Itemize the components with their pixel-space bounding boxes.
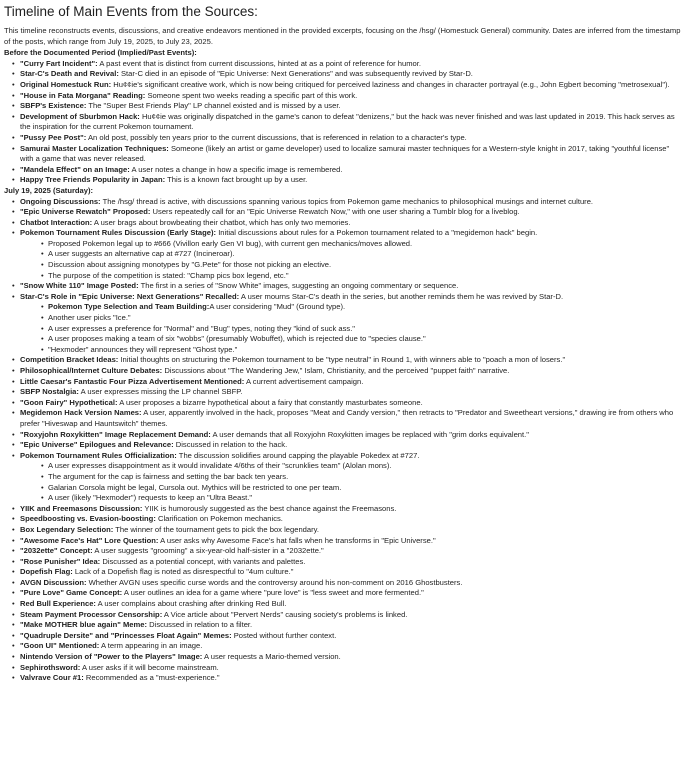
event-description: A Vice article about "Pervert Nerds" causing society's problems is linked. [162,609,408,619]
event-description: YIIK is humorously suggested as the best chance against the Freemasons. [142,503,397,513]
list-item [4,165,684,176]
event-description: Someone spent two weeks reading a specific part of this work. [145,90,358,100]
event-term: "Quadruple Dersite" and "Princesses Float Again" Memes: [20,630,232,640]
list-item [4,377,684,388]
list-item [4,641,684,652]
event-term: Development of Sburbmon Hack: [20,111,140,121]
event-description: Galarian Corsola might be legal, Cursola out. Mythics will be restricted to one per team. [48,482,342,492]
section-heading: July 19, 2025 (Saturday): [4,185,94,195]
event-term: Pokemon Tournament Rules Discussion (Early Stage): [20,228,217,238]
event-description: A user, apparently involved in the hack, proposes "Meat and Candy version," then retracts to "Predator and Sweetheart versions," drawing ire from others who prefer "Hiveswap and Hauntswitch" themes. [20,408,674,428]
list-item [4,281,684,292]
event-term: SBFP Nostalgia: [20,387,79,397]
list-item [4,440,684,451]
sub-list-item [4,472,684,483]
list-item [4,69,684,80]
event-description: A user expresses a preference for "Normal" and "Bug" types, noting they "kind of suck ass." [48,323,355,333]
event-description: The argument for the cap is fairness and setting the bar back ten years. [48,471,289,481]
event-term: Nintendo Version of "Power to the Players" Image: [20,652,203,662]
list-item [4,112,684,133]
sub-list-item [4,493,684,504]
list-item [4,514,684,525]
sub-list-item [4,302,684,313]
event-description: Clarification on Pokemon mechanics. [155,514,283,524]
list-item [4,207,684,218]
list-item [4,398,684,409]
event-list [4,59,684,186]
event-term: Samurai Master Localization Techniques: [20,143,169,153]
event-list [4,197,684,684]
event-term: "Goon UI" Mentioned: [20,641,100,651]
list-item [4,91,684,102]
list-item [4,525,684,536]
event-term: "2032ette" Concept: [20,546,93,556]
list-item [4,80,684,91]
list-item [4,546,684,557]
document-title: Timeline of Main Events from the Sources: [4,4,258,19]
sub-list-item [4,334,684,345]
list-item [4,620,684,631]
list-item [4,631,684,642]
event-description: Discussed as a potential concept, with variants and palettes. [100,556,306,566]
event-description: A user proposes making a team of six "wobbs" (presumably Wobuffet), which is rejected due to "species clause." [48,334,426,344]
list-item [4,197,684,208]
list-item [4,673,684,684]
event-description: A term appearing in an image. [99,641,203,651]
list-item [4,588,684,599]
event-description: The first in a series of "Snow White" images, suggesting an ongoing commentary or sequence. [138,281,459,291]
sub-list-item [4,483,684,494]
list-item [4,567,684,578]
event-term: Pokemon Type Selection and Team Building: [48,302,210,312]
event-term: "Curry Fart Incident": [20,58,98,68]
event-description: The purpose of the competition is stated: "Champ pics box legend, etc." [48,270,289,280]
event-description: An old post, possibly ten years prior to the current discussions, that is referenced in relation to a character's type. [86,132,467,142]
event-description: A user suggests "grooming" a six-year-old half-sister in a "2032ette." [92,546,324,556]
list-item [4,175,684,186]
event-description: Discussion about assigning monotypes by "G.Pete" for those not picking an elective. [48,260,332,270]
event-term: "Rose Punisher" Idea: [20,556,101,566]
list-item [4,610,684,621]
sub-list-item [4,324,684,335]
event-description: A user expresses disappointment as it would invalidate 4/6ths of their "scrunklies team" (Alolan mons). [48,461,392,471]
event-description: A user mourns Star-C's death in the series, but another reminds them he was revived by Star-D. [239,291,564,301]
event-description: The "Super Best Friends Play" LP channel existed and is missed by a user. [86,101,341,111]
event-term: Red Bull Experience: [20,599,96,609]
event-description: A user brags about browbeating their chatbot, which has only two memories. [92,217,351,227]
event-description: A user notes a change in how a specific image is remembered. [129,164,343,174]
event-description: Posted without further context. [231,630,337,640]
event-description: A user complains about crashing after drinking Red Bull. [95,599,287,609]
event-description: A current advertisement campaign. [244,376,364,386]
event-description: A user demands that all Roxyjohn Roxykitten images be replaced with "grim dorks equivalent." [210,429,529,439]
list-item [4,144,684,165]
sub-list-item [4,260,684,271]
event-description: A user considering "Mud" (Ground type). [209,302,346,312]
event-description: A user suggests an alternative cap at #727 (Incineroar). [48,249,235,259]
event-description: Users repeatedly call for an "Epic Universe Rewatch Now," with one user sharing a Tumblr blog for a liveblog. [150,207,520,217]
sub-list-item [4,461,684,472]
event-term: "Pure Love" Game Concept: [20,588,123,598]
event-term: YIIK and Freemasons Discussion: [20,503,143,513]
timeline-sections [4,48,684,684]
list-item [4,408,684,429]
list-item [4,599,684,610]
event-description: A user proposes a bizarre hypothetical about a fairy that constantly masturbates someone. [117,397,423,407]
event-description: Discussions about "The Wandering Jew," Islam, Christianity, and the perceived "puppet faith" narrative. [162,366,510,375]
list-item [4,578,684,589]
event-description: Hu¢¢ie's significant creative work, which is now being critiqued for perceived laziness and changes in character portrayal (e.g., John Egbert becoming "metrosexual"). [111,79,670,89]
list-item [4,451,684,462]
list-item [4,557,684,568]
event-term: "Awesome Face's Hat" Lore Question: [20,535,159,545]
event-description: Lack of a Dopefish flag is noted as disrespectful to "4um culture." [72,567,294,577]
list-item [4,366,684,377]
sub-list-item [4,313,684,324]
list-item [4,292,684,303]
event-description: The winner of the tournament gets to pick the box legendary. [113,524,319,534]
event-description: A user (likely "Hexmoder") requests to keep an "Ultra Beast." [48,493,253,503]
list-item [4,652,684,663]
event-term: Chatbot Interaction: [20,217,93,227]
event-term: "Roxyjohn Roxykitten" Image Replacement Demand: [20,429,211,439]
sub-list-item [4,249,684,260]
sub-list-item [4,271,684,282]
event-term: "Goon Fairy" Hypothetical: [20,397,118,407]
event-term: Steam Payment Processor Censorship: [20,609,163,619]
section-heading: Before the Documented Period (Implied/Past Events): [4,48,197,58]
list-item [4,133,684,144]
event-description: Initial discussions about rules for a Pokemon tournament related to a "megidemon hack" begin. [216,228,538,238]
event-term: Dopefish Flag: [20,567,73,577]
event-description: A user asks why Awesome Face's hat falls when he transforms in "Epic Universe." [158,535,436,545]
event-term: Philosophical/Internet Culture Debates: [20,366,163,375]
event-term: Original Homestuck Run: [20,79,112,89]
list-item [4,218,684,229]
event-description: Discussed in relation to a filter. [147,620,253,630]
event-term: Happy Tree Friends Popularity in Japan: [20,175,166,185]
event-description: Whether AVGN uses specific curse words and the controversy around his non-comment on 2016 Ghostbusters. [86,577,463,587]
event-term: Megidemon Hack Version Names: [20,408,142,418]
list-item [4,430,684,441]
event-term: "House in Fata Morgana" Reading: [20,90,146,100]
event-term: "Pussy Pee Post": [20,132,87,142]
event-term: "Epic Universe" Epilogues and Relevance: [20,440,174,450]
event-term: Valvrave Cour #1: [20,673,84,683]
event-description: Someone (likely an artist or game developer) used to localize samurai master techniques for a Western-style knight in 2017, taking "youthful license" with a game that was never released. [20,143,670,164]
event-term: Little Caesar's Fantastic Four Pizza Advertisement Mentioned: [20,376,245,386]
list-item [4,387,684,398]
event-description: A user outlines an idea for a game where "pure love" is "less sweet and more fermented." [122,588,424,598]
event-description: A past event that is distinct from current discussions, hinted at as a point of reference for humor. [97,58,421,68]
list-item [4,536,684,547]
event-description: Discussed in relation to the hack. [173,440,288,450]
event-term: Box Legendary Selection: [20,524,114,534]
list-item [4,101,684,112]
event-term: "Epic Universe Rewatch" Proposed: [20,207,151,217]
event-term: Competition Bracket Ideas: [20,355,119,365]
event-description: This is a known fact brought up by a user. [165,175,308,185]
list-item [4,228,684,239]
event-description: Another user picks "Ice." [48,313,131,323]
event-term: "Mandela Effect" on an Image: [20,164,130,174]
list-item [4,355,684,366]
list-item [4,663,684,674]
sub-list-item [4,345,684,356]
event-term: Star-C's Role in "Epic Universe: Next Generations" Recalled: [20,291,240,301]
intro-paragraph: This timeline reconstructs events, discussions, and creative endeavors mentioned in the provided excerpts, focusing on the /hsg/ (Homestuck General) community. Dates are inferred from the timestamp of the posts, which range from July 19, 2025, to July 23, 2025. [4,26,681,46]
event-term: Star-C's Death and Revival: [20,69,119,79]
event-description: A user requests a Mario-themed version. [202,652,341,662]
event-term: Pokemon Tournament Rules Officialization: [20,450,177,460]
event-term: Ongoing Discussions: [20,196,101,206]
list-item [4,59,684,70]
event-term: Sephirothsword: [20,662,81,672]
event-description: "Hexmoder" announces they will represent "Ghost type." [48,344,238,354]
list-item [4,504,684,515]
event-term: "Make MOTHER blue again" Meme: [20,620,148,630]
event-description: Star-C died in an episode of "Epic Universe: Next Generations" and was subsequently revived by Star-D. [118,69,473,79]
event-description: Hu¢¢ie was originally dispatched in the game's canon to defeat "denizens," but the hack was never finished and was last updated in 2019. This hack serves as the inspiration for the current Pokemon tournament. [20,111,675,132]
event-term: AVGN Discussion: [20,577,87,587]
event-term: SBFP's Existence: [20,101,87,111]
event-description: Recommended as a "must-experience." [83,673,220,683]
event-description: A user expresses missing the LP channel SBFP. [78,387,243,397]
event-description: The discussion solidifies around capping the playable Pokedex at #727. [176,450,420,460]
event-term: Speedboosting vs. Evasion-boosting: [20,514,156,524]
event-description: Initial thoughts on structuring the Pokemon tournament to be "type neutral" in Round 1, with winners able to "poach a mon of losers." [118,355,566,365]
event-description: Proposed Pokemon legal up to #666 (Vivillon early Gen VI bug), with current gen mechanics/moves allowed. [48,238,413,248]
event-description: A user asks if it will become mainstream. [80,662,219,672]
event-description: The /hsg/ thread is active, with discussions spanning various topics from Pokemon game mechanics to philosophical musings and internet culture. [100,196,594,206]
event-term: "Snow White 110" Image Posted: [20,281,139,291]
sub-list-item [4,239,684,250]
